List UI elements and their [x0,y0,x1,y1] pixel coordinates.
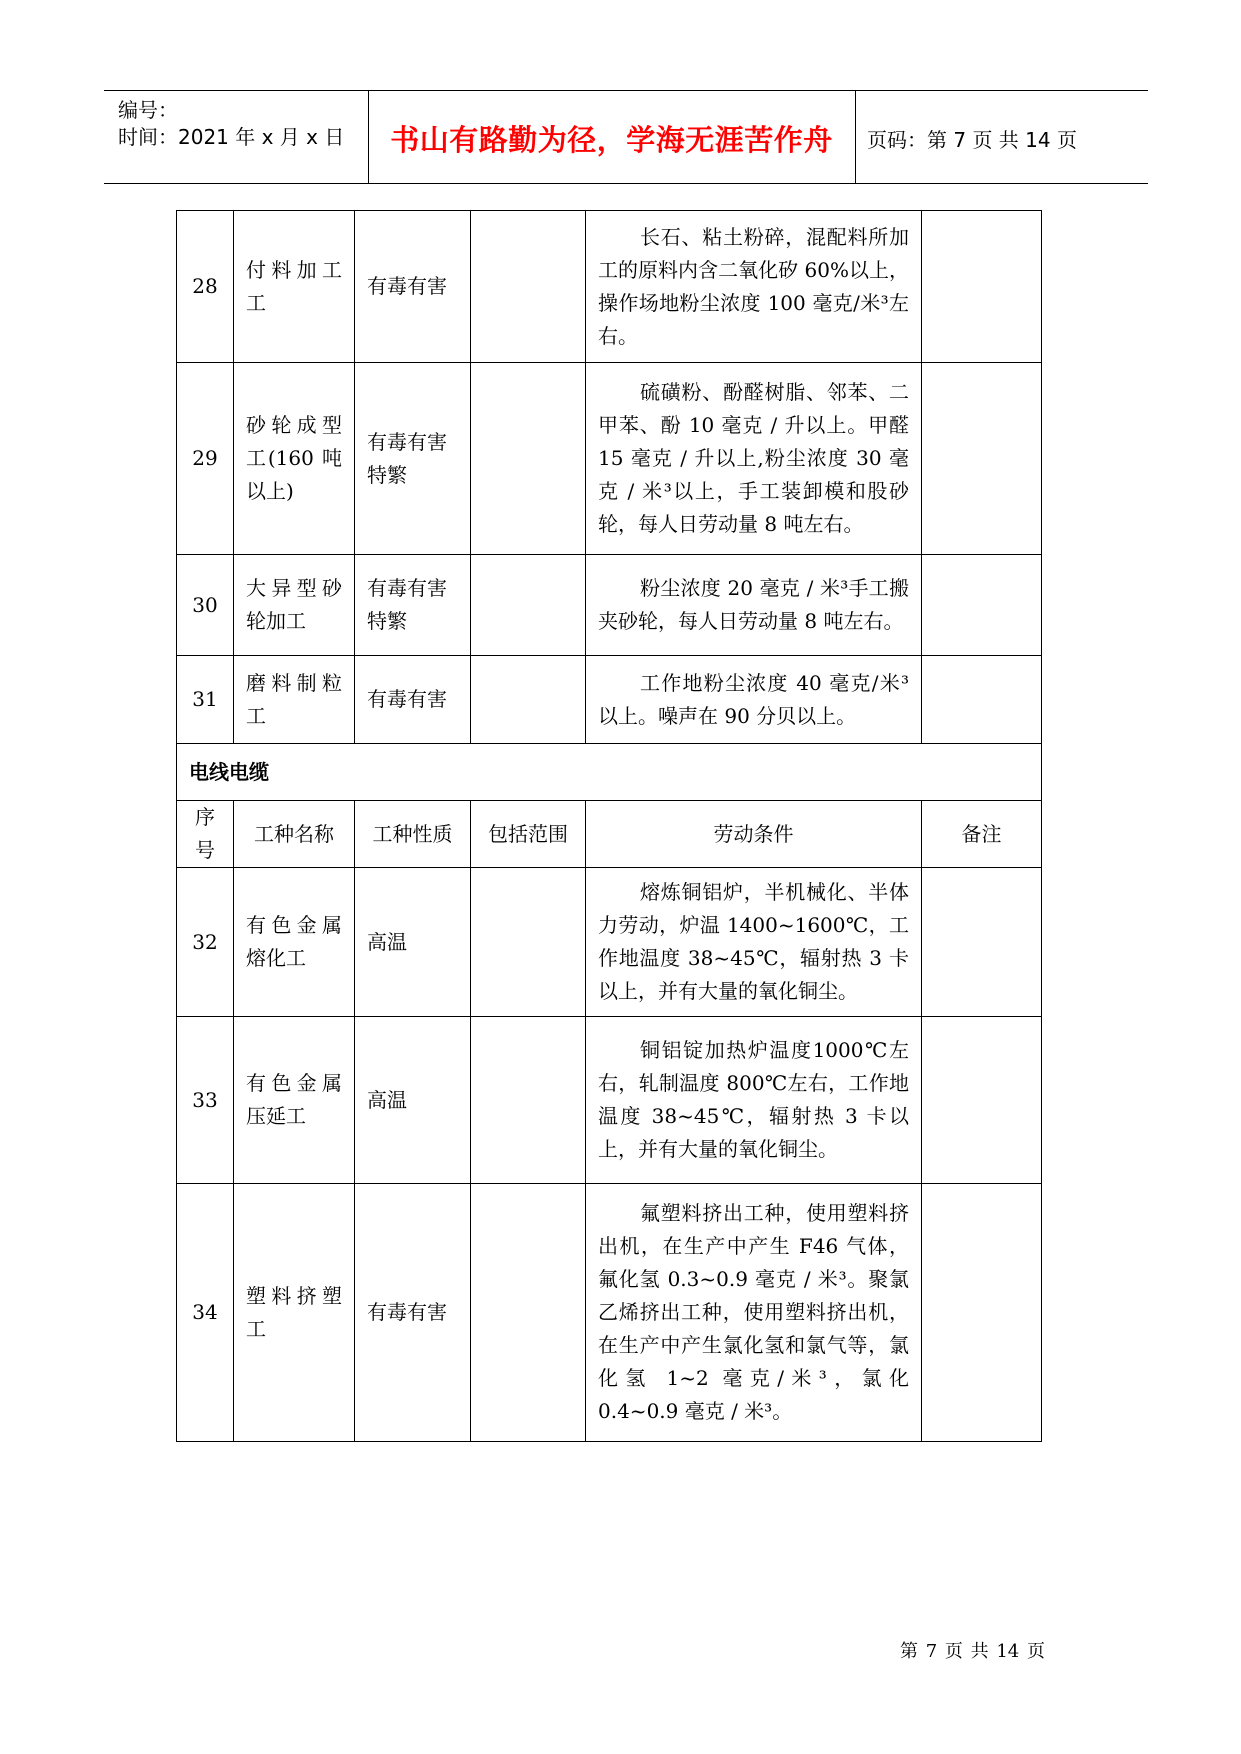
header-number-label: 编号： [118,98,178,122]
row-number: 34 [177,1184,234,1442]
column-header-number: 序号 [177,801,234,868]
page-footer: 第 7 页 共 14 页 [900,1641,1045,1662]
job-name: 塑料挤塑工 [234,1184,355,1442]
job-nature: 高温 [355,868,471,1017]
row-number: 32 [177,868,234,1017]
header-meta-cell [104,91,369,183]
job-scope [471,363,586,555]
table-row [177,1184,1042,1442]
column-header-job-name: 工种名称 [234,801,355,868]
row-number: 31 [177,656,234,744]
job-name: 磨料制粒工 [234,656,355,744]
labor-condition: 铜铝锭加热炉温度1000℃左右，轧制温度 800℃左右，工作地温度 38~45℃，辐射热 3 卡以上，并有大量的氧化铜尘。 [586,1017,922,1184]
table-row [177,211,1042,363]
job-note [922,363,1042,555]
labor-conditions-table [176,210,1042,1442]
job-note [922,656,1042,744]
section-title: 电线电缆 [177,744,1042,801]
labor-condition: 长石、粘土粉碎，混配料所加工的原料内含二氧化矽 60%以上，操作场地粉尘浓度 100 毫克/米³左右。 [586,211,922,363]
labor-condition: 氟塑料挤出工种，使用塑料挤出机，在生产中产生 F46 气体，氟化氢 0.3~0.9 毫克 / 米³。聚氯乙烯挤出工种，使用塑料挤出机，在生产中产生氯化氢和氯气等，氯化氢 1~2 毫克/米³，氯化 0.4~0.9 毫克 / 米³。 [586,1184,922,1442]
row-number: 28 [177,211,234,363]
column-header-note: 备注 [922,801,1042,868]
job-note [922,555,1042,656]
page-header [104,90,1148,184]
job-scope [471,868,586,1017]
job-scope [471,211,586,363]
job-note [922,1184,1042,1442]
table-row [177,1017,1042,1184]
column-header-row [177,801,1042,868]
row-number: 29 [177,363,234,555]
table-row [177,363,1042,555]
job-scope [471,656,586,744]
job-nature: 有毒有害特繁 [355,555,471,656]
labor-condition: 粉尘浓度 20 毫克 / 米³手工搬夹砂轮，每人日劳动量 8 吨左右。 [586,555,922,656]
job-name: 有色金属压延工 [234,1017,355,1184]
table-row [177,656,1042,744]
header-motto-cell [368,91,856,183]
job-nature: 有毒有害 [355,1184,471,1442]
header-page-cell [855,91,1148,183]
header-time-label: 时间：2021 年 x 月 x 日 [118,125,345,149]
job-name: 大异型砂轮加工 [234,555,355,656]
job-nature: 有毒有害 [355,656,471,744]
job-name: 付料加工工 [234,211,355,363]
job-name: 有色金属熔化工 [234,868,355,1017]
job-scope [471,1017,586,1184]
job-name: 砂轮成型工(160 吨以上) [234,363,355,555]
job-note [922,1017,1042,1184]
job-nature: 高温 [355,1017,471,1184]
table-row [177,868,1042,1017]
table-row [177,555,1042,656]
labor-condition: 硫磺粉、酚醛树脂、邻苯、二甲苯、酚 10 毫克 / 升以上。甲醛 15 毫克 / 升以上,粉尘浓度 30 毫克 / 米³以上，手工装卸模和股砂轮，每人日劳动量 8 吨左右。 [586,363,922,555]
column-header-job-nature: 工种性质 [355,801,471,868]
row-number: 33 [177,1017,234,1184]
labor-condition: 工作地粉尘浓度 40 毫克/米³以上。噪声在 90 分贝以上。 [586,656,922,744]
job-nature: 有毒有害特繁 [355,363,471,555]
row-number: 30 [177,555,234,656]
job-scope [471,1184,586,1442]
job-note [922,211,1042,363]
job-scope [471,555,586,656]
column-header-scope: 包括范围 [471,801,586,868]
job-nature: 有毒有害 [355,211,471,363]
labor-condition: 熔炼铜铝炉，半机械化、半体力劳动，炉温 1400~1600℃，工作地温度 38~45℃，辐射热 3 卡以上，并有大量的氧化铜尘。 [586,868,922,1017]
header-motto: 书山有路勤为径，学海无涯苦作舟 [390,123,833,157]
section-row [177,744,1042,801]
column-header-labor-condition: 劳动条件 [586,801,922,868]
header-page-label: 页码：第 7 页 共 14 页 [867,128,1077,152]
job-note [922,868,1042,1017]
